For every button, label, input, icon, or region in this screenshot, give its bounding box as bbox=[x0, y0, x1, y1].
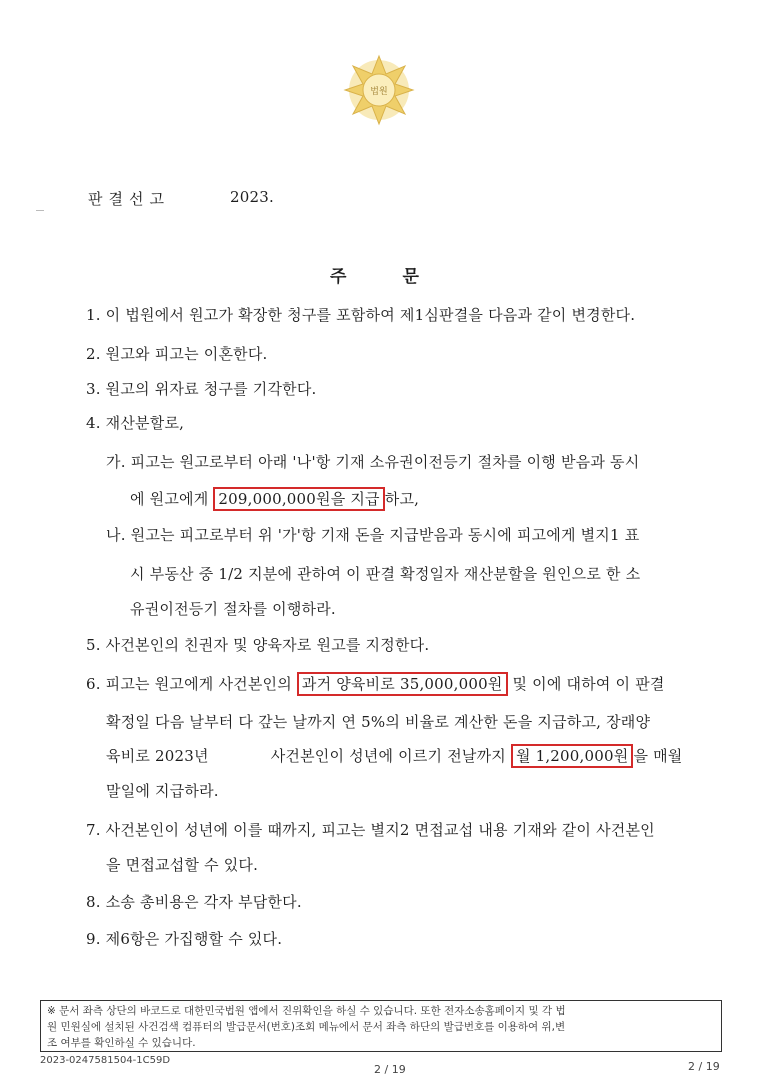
item-6-text: 6. 피고는 원고에게 사건본인의 bbox=[86, 675, 297, 693]
item-6-line-3 bbox=[106, 745, 682, 766]
item-6-line-1 bbox=[86, 673, 665, 694]
issue-number: 2023-0247581504-1C59D bbox=[40, 1055, 171, 1066]
item-4b-line-2: 시 부동산 중 1/2 지분에 관하여 이 판결 확정일자 재산분할을 원인으로 한 소 bbox=[130, 565, 641, 583]
item-6-line-4: 말일에 지급하라. bbox=[106, 782, 219, 800]
item-8: 8. 소송 총비용은 각자 부담한다. bbox=[86, 893, 302, 911]
title-char-1: 주 bbox=[330, 267, 347, 287]
highlight-monthly-child-support: 월 1,200,000원 bbox=[511, 744, 634, 768]
title-char-2: 문 bbox=[402, 267, 419, 287]
page-number-right: 2 / 19 bbox=[688, 1060, 720, 1073]
item-4a-text: 에 원고에게 bbox=[130, 490, 214, 508]
margin-mark bbox=[36, 210, 44, 211]
judgment-label: 판결선고 bbox=[88, 190, 170, 208]
item-6-text-end: 및 이에 대하여 이 판결 bbox=[507, 675, 665, 693]
item-3: 3. 원고의 위자료 청구를 기각한다. bbox=[86, 380, 317, 398]
page-number-center: 2 / 19 bbox=[374, 1063, 406, 1076]
highlight-past-child-support: 과거 양육비로 35,000,000원 bbox=[297, 672, 508, 696]
item-6-text-4: 을 매월 bbox=[633, 747, 683, 765]
item-4b-line-1: 나. 원고는 피고로부터 위 '가'항 기재 돈을 지급받음과 동시에 피고에게 별지1 표 bbox=[106, 526, 640, 544]
judgment-date: 2023. bbox=[230, 188, 274, 206]
item-6-line-2: 확정일 다음 날부터 다 갚는 날까지 연 5%의 비율로 계산한 돈을 지급하고, 장래양 bbox=[106, 713, 651, 731]
item-4: 4. 재산분할로, bbox=[86, 414, 185, 432]
verification-notice bbox=[40, 1000, 722, 1052]
item-1: 1. 이 법원에서 원고가 확장한 청구를 포함하여 제1심판결을 다음과 같이 변경한다. bbox=[86, 306, 636, 324]
item-4a-line-1: 가. 피고는 원고로부터 아래 '나'항 기재 소유권이전등기 절차를 이행 받음과 동시 bbox=[106, 453, 640, 471]
page-title bbox=[330, 262, 419, 287]
notice-line-3: 조 여부를 확인하실 수 있습니다. bbox=[47, 1037, 196, 1049]
item-5: 5. 사건본인의 친권자 및 양육자로 원고를 지정한다. bbox=[86, 636, 430, 654]
notice-line-1: ※ 문서 좌측 상단의 바코드로 대한민국법원 앱에서 진위확인을 하실 수 있습니다. 또한 전자소송홈페이지 및 각 법 bbox=[47, 1005, 566, 1017]
item-7-line-1: 7. 사건본인이 성년에 이를 때까지, 피고는 별지2 면접교섭 내용 기재와 같이 사건본인 bbox=[86, 821, 655, 839]
item-7-line-2: 을 면접교섭할 수 있다. bbox=[106, 856, 259, 874]
item-4a-line-2 bbox=[130, 488, 419, 509]
item-2: 2. 원고와 피고는 이혼한다. bbox=[86, 345, 268, 363]
item-4b-line-3: 유권이전등기 절차를 이행하라. bbox=[130, 600, 336, 618]
item-6-text-3: 사건본인이 성년에 이르기 전날까지 bbox=[270, 747, 511, 765]
court-emblem bbox=[339, 50, 419, 130]
emblem-label: 법원 bbox=[370, 87, 388, 97]
item-4a-text-end: 하고, bbox=[384, 490, 420, 508]
notice-line-2: 원 민원실에 설치된 사건검색 컴퓨터의 발급문서(번호)조회 메뉴에서 문서 좌측 하단의 발급번호를 이용하여 위,변 bbox=[47, 1021, 566, 1033]
item-6-text-2: 육비로 2023년 bbox=[106, 747, 209, 765]
highlight-division-amount: 209,000,000원을 지급 bbox=[213, 487, 384, 511]
item-9: 9. 제6항은 가집행할 수 있다. bbox=[86, 930, 283, 948]
